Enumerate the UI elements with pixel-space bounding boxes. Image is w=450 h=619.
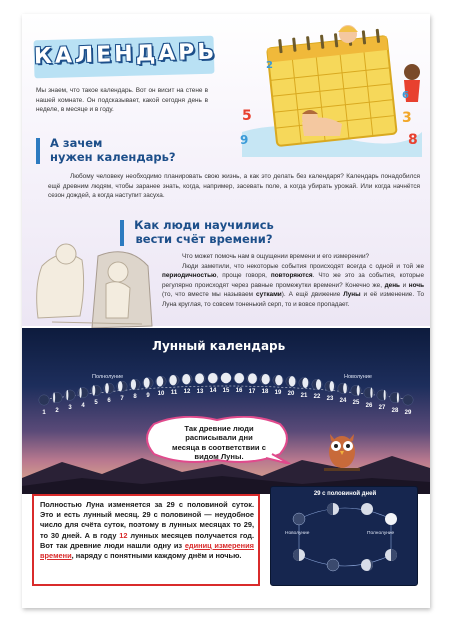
moon-phase-11 (169, 375, 179, 385)
section2-paragraph2: Люди заметили, что некоторые события происходят всегда с одной и той же периодичностью, проще говоря, повторяются. Что же это за события, которые регулярно происходят через равные промежутки времени? Конечно же, день и ночь (то, что вместе мы называем сутками). А ещё движение Луны и её изменение. То Луна круглая, то совсем тоненький серп, то и вовсе пропадает. (162, 262, 424, 308)
moon-phase-19 (273, 375, 283, 385)
lunar-month-textbox (32, 494, 260, 586)
page-title: КАЛЕНДАРЬ (33, 39, 218, 70)
moon-phase-9 (143, 378, 153, 388)
intro-text: Мы знаем, что такое календарь. Вот он висит на стене в нашей комнате. Он подсказывает, какой сегодня день в неделе, в месяце и в году. (36, 87, 208, 114)
moon-phase-29 (403, 395, 413, 405)
day-number: 5 (94, 400, 98, 407)
moon-phase-27 (377, 390, 387, 400)
section1-text: Любому человеку необходимо планировать свою жизнь, а как это делать без календаря? Календарь понадобился ещё древним людям, чтобы заранее знать, когда, например, засевать поле, а когда убирать урожай. Или когда начнётся сезон дождей, а когда наступит засуха. (48, 173, 420, 200)
day-number: 3 (68, 405, 72, 412)
new-moon-label: Новолуние (344, 374, 372, 380)
moon-phase-18 (260, 374, 270, 384)
speech-bubble-text: Так древние люди расписывали дни месяца в соответствии с видом Луны. (172, 424, 266, 462)
title-banner (33, 36, 218, 79)
section2-text (162, 252, 424, 310)
day-number: 25 (352, 400, 360, 407)
moon-phase-4 (78, 388, 88, 398)
day-number: 6 (107, 398, 111, 405)
bottom-section (22, 491, 430, 608)
moon-phase-2 (52, 392, 62, 402)
moon-phase-24 (338, 383, 348, 393)
moon-phase-10 (156, 376, 166, 386)
moon-phase-15 (221, 373, 231, 383)
day-number: 12 (183, 389, 191, 396)
day-number: 11 (170, 390, 178, 397)
moon-phase-20 (286, 376, 296, 386)
panel-new-moon-label: Новолуние (285, 531, 310, 536)
section1-heading (42, 136, 182, 164)
owl-illustration (322, 426, 362, 472)
svg-text:3: 3 (402, 110, 412, 126)
section2-heading-line1: Как люди научились (134, 218, 274, 232)
day-number: 1 (42, 410, 46, 416)
day-number: 4 (81, 402, 85, 409)
day-number: 7 (120, 396, 124, 403)
ancient-people-illustration (32, 226, 160, 334)
moon-cycle-diagram (271, 487, 419, 587)
day-number: 20 (287, 391, 295, 398)
panel-full-moon-label: Полнолуние (367, 531, 395, 536)
day-number: 28 (391, 407, 399, 414)
moon-phase-23 (325, 381, 335, 391)
section2-paragraph1: Что может помочь нам в ощущении времени и его измерении? (182, 253, 370, 260)
moon-phase-5 (91, 385, 101, 395)
moon-phase-17 (247, 373, 257, 383)
moon-phase-6 (104, 383, 114, 393)
day-number: 17 (248, 388, 256, 395)
day-number: 23 (326, 396, 334, 403)
moon-phase-21 (299, 378, 309, 388)
moon-phase-12 (182, 374, 192, 384)
day-number: 15 (222, 388, 230, 394)
svg-text:8: 8 (408, 132, 418, 148)
lunar-calendar-title: Лунный календарь (152, 339, 286, 353)
moon-phase-25 (351, 385, 361, 395)
book-page (22, 14, 430, 608)
moon-phase-7 (117, 381, 127, 391)
day-number: 18 (261, 389, 269, 396)
section1-heading-line2: нужен календарь? (50, 150, 176, 164)
section2-heading-line2: вести счёт времени? (135, 232, 273, 246)
moon-cycle-panel (270, 486, 418, 586)
section1-heading-line1: А зачем (50, 136, 103, 150)
full-moon-label: Полнолуние (92, 374, 124, 380)
day-number: 21 (300, 392, 308, 399)
moon-phase-3 (65, 390, 75, 400)
day-number: 24 (339, 398, 347, 405)
svg-text:9: 9 (240, 133, 249, 147)
day-number: 22 (313, 394, 321, 401)
day-number: 27 (378, 405, 386, 412)
svg-text:2: 2 (266, 60, 273, 71)
calendar-illustration (232, 22, 428, 160)
moon-phase-14 (208, 373, 218, 383)
day-number: 8 (133, 394, 137, 401)
day-number: 9 (146, 392, 150, 399)
lunar-calendar-section (22, 328, 430, 494)
day-number: 16 (235, 388, 243, 395)
moon-phase-22 (312, 379, 322, 389)
day-number: 29 (404, 410, 412, 416)
day-number: 19 (274, 390, 282, 397)
day-number: 26 (365, 402, 373, 409)
day-number: 10 (157, 391, 165, 398)
svg-text:5: 5 (242, 108, 252, 124)
day-number: 2 (55, 407, 59, 414)
moon-phase-8 (130, 379, 140, 389)
moon-phase-13 (195, 373, 205, 383)
svg-text:6: 6 (402, 90, 409, 101)
heading-accent-bar (36, 138, 40, 164)
moon-cycle-panel-title: 29 с половиной дней (313, 491, 377, 497)
moon-phase-28 (390, 392, 400, 402)
lunar-month-text: Полностью Луна изменяется за 29 с половиной суток. Это и есть лунный месяц. 29 с половиной — неудобное число для счёта суток, поэтому в лунных месяцах то 29, то 30 дней. А в году 12 лунных месяцев получается год. Вот так древние люди нашли одну из единиц измерения времени, наряду с понятными каждому днём и ночью. (40, 500, 254, 561)
moon-phase-16 (234, 373, 244, 383)
moon-phase-1 (39, 395, 49, 405)
day-number: 13 (196, 388, 204, 395)
day-number: 14 (209, 388, 217, 395)
moon-phase-26 (364, 388, 374, 398)
